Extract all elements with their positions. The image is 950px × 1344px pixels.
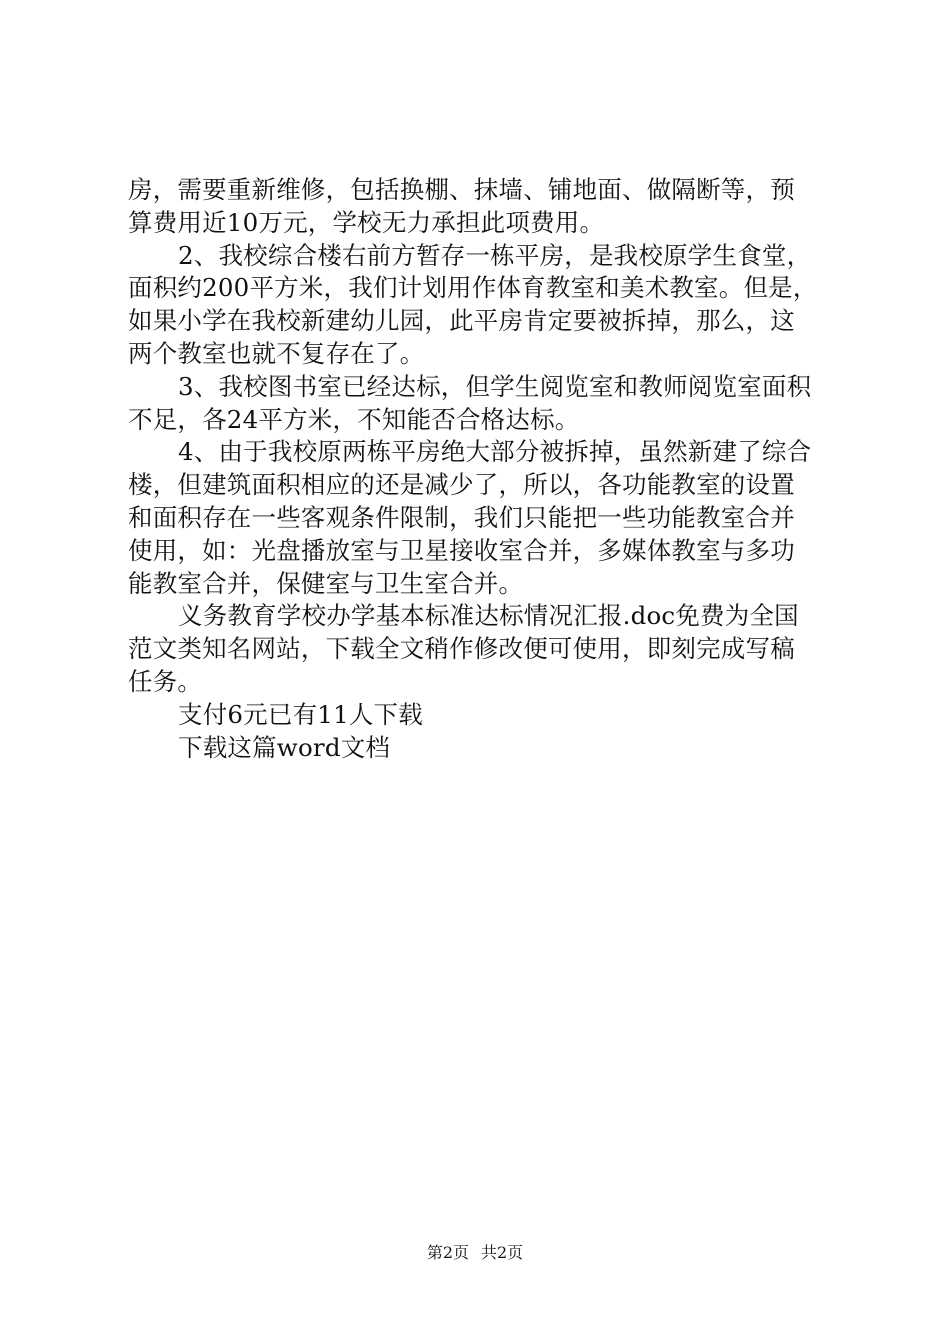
text-line: 和面积存在一些客观条件限制，我们只能把一些功能教室合并: [128, 502, 795, 532]
paragraph-start-line: 3、我校图书室已经达标，但学生阅览室和教师阅览室面积: [178, 371, 812, 401]
page-number-current: 第2页: [426, 1243, 469, 1262]
text-line: 房，需要重新维修，包括换棚、抹墙、铺地面、做隔断等，预: [128, 175, 795, 204]
text-line: 使用，如：光盘播放室与卫星接收室合并，多媒体教室与多功: [128, 535, 795, 565]
paragraph-start-line: 4、由于我校原两栋平房绝大部分被拆掉，虽然新建了综合: [178, 437, 812, 467]
text-line: 范文类知名网站，下载全文稍作修改便可使用，即刻完成写稿: [128, 634, 795, 664]
text-line: 两个教室也就不复存在了。: [128, 338, 425, 368]
paragraph-start-line: 2、我校综合楼右前方暂存一栋平房，是我校原学生食堂，: [178, 240, 812, 270]
document-body: [128, 174, 838, 764]
text-line: 楼，但建筑面积相应的还是减少了，所以，各功能教室的设置: [128, 470, 795, 500]
text-line: 任务。: [128, 666, 203, 696]
text-line: 如果小学在我校新建幼儿园，此平房肯定要被拆掉，那么，这: [128, 306, 795, 336]
download-link[interactable]: 下载这篇word文档: [178, 732, 391, 762]
text-line: 面积约200平方米，我们计划用作体育教室和美术教室。但是，: [128, 273, 818, 303]
text-line: 不足，各24平方米，不知能否合格达标。: [128, 404, 580, 434]
download-info: 支付6元已有11人下载: [178, 699, 423, 729]
text-line: 算费用近10万元，学校无力承担此项费用。: [128, 207, 605, 237]
paragraph-start-line: 义务教育学校办学基本标准达标情况汇报.doc免费为全国: [178, 601, 799, 631]
text-line: 能教室合并，保健室与卫生室合并。: [128, 568, 524, 598]
page-footer: [0, 1243, 950, 1263]
page-number-total: 共2页: [481, 1243, 524, 1262]
